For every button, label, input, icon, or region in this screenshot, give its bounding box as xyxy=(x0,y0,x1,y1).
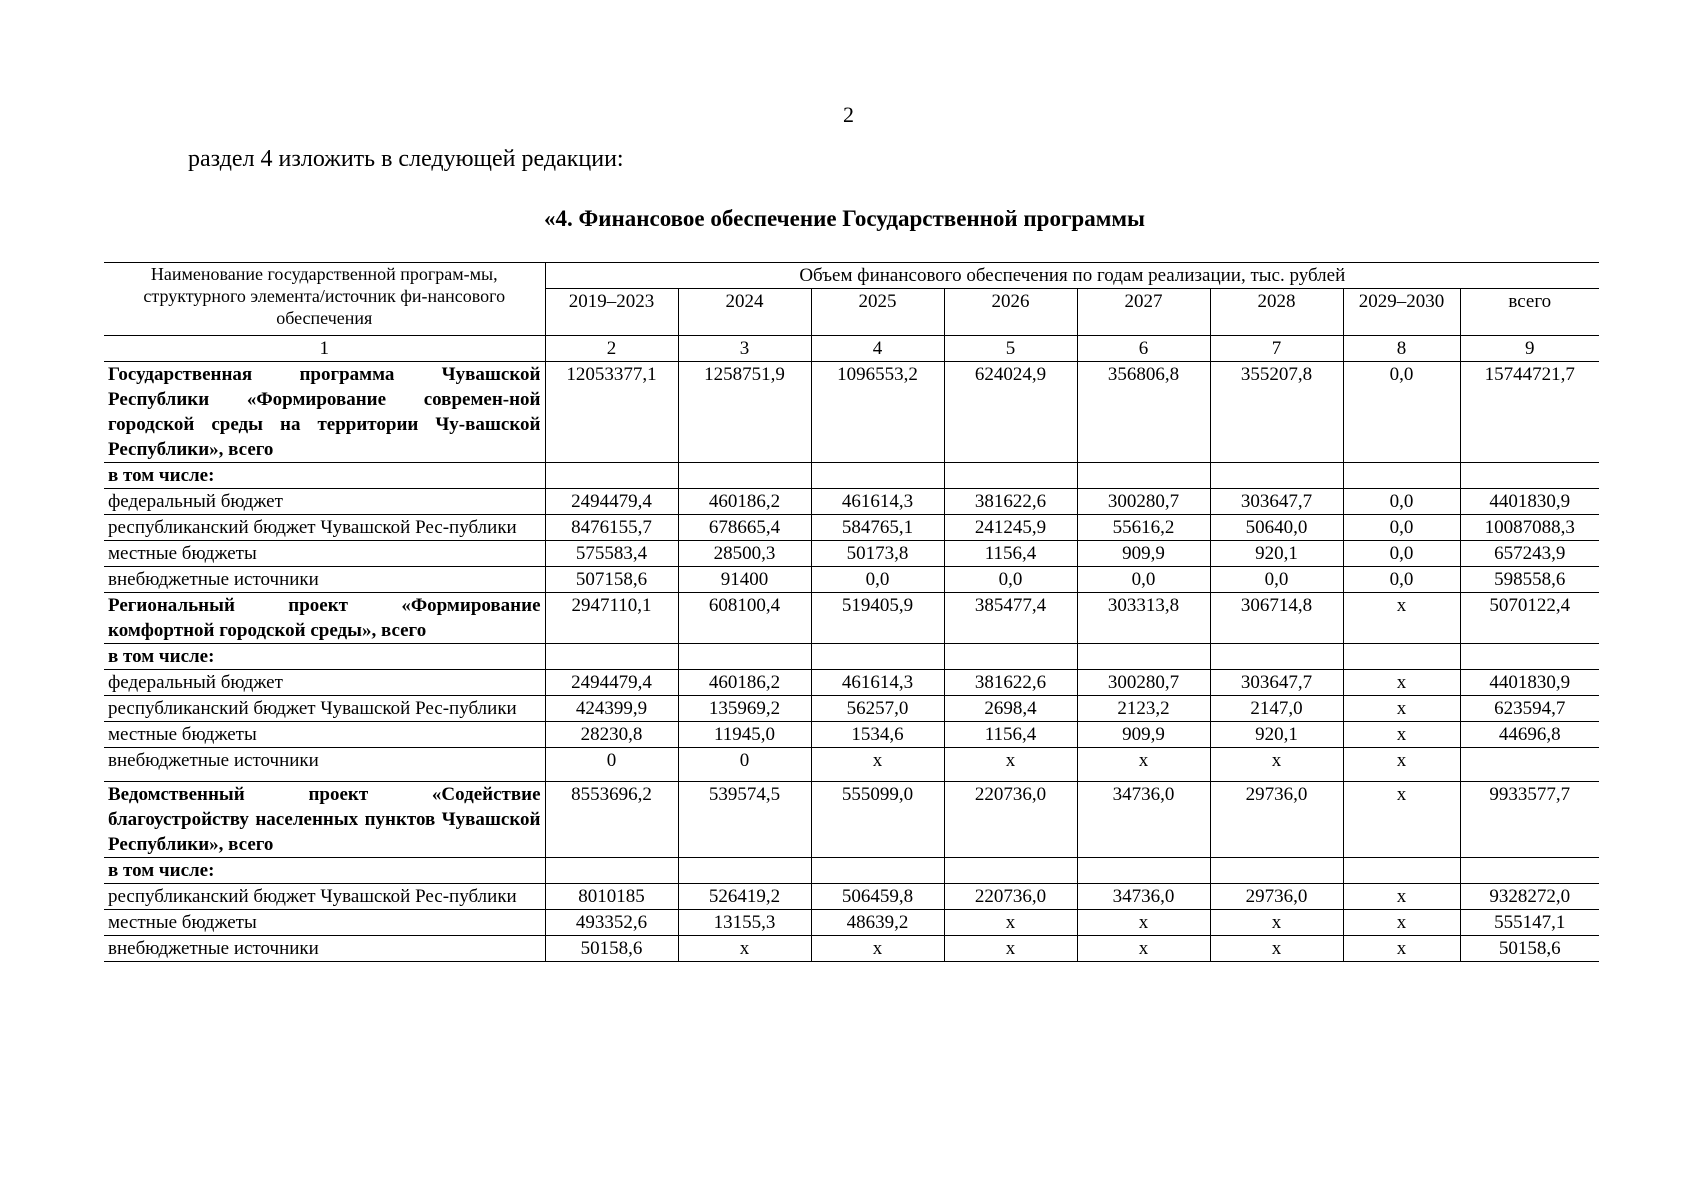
table-row xyxy=(104,670,1599,696)
row-value xyxy=(1077,858,1210,884)
row-value: 8010185 xyxy=(545,884,678,910)
row-value: 2947110,1 xyxy=(545,593,678,644)
row-value: х xyxy=(811,748,944,782)
row-name: в том числе: xyxy=(104,644,545,670)
row-value: 920,1 xyxy=(1210,722,1343,748)
row-value: 220736,0 xyxy=(944,782,1077,858)
row-value: 220736,0 xyxy=(944,884,1077,910)
row-value: 9328272,0 xyxy=(1460,884,1599,910)
table-row xyxy=(104,362,1599,463)
row-value xyxy=(811,463,944,489)
row-value: 381622,6 xyxy=(944,489,1077,515)
row-value: 461614,3 xyxy=(811,670,944,696)
row-value: 519405,9 xyxy=(811,593,944,644)
column-number: 4 xyxy=(811,336,944,362)
row-value: 0,0 xyxy=(811,567,944,593)
row-value: 0 xyxy=(545,748,678,782)
row-value xyxy=(1077,463,1210,489)
row-value: 539574,5 xyxy=(678,782,811,858)
table-row xyxy=(104,936,1599,962)
row-value: 920,1 xyxy=(1210,541,1343,567)
row-value: 2123,2 xyxy=(1077,696,1210,722)
row-value: х xyxy=(1343,722,1460,748)
table-row xyxy=(104,910,1599,936)
row-value: 11945,0 xyxy=(678,722,811,748)
row-value: 34736,0 xyxy=(1077,782,1210,858)
row-value: х xyxy=(1343,696,1460,722)
column-number: 2 xyxy=(545,336,678,362)
row-value: 0,0 xyxy=(1077,567,1210,593)
financing-table xyxy=(104,262,1599,962)
row-name: Государственная программа Чувашской Республики «Формирование современ-ной городской среды на территории Чу-вашской Республики», всего xyxy=(104,362,545,463)
table-row xyxy=(104,782,1599,858)
row-value: х xyxy=(944,936,1077,962)
row-value: 2494479,4 xyxy=(545,489,678,515)
row-value: 50640,0 xyxy=(1210,515,1343,541)
year-header: 2027 xyxy=(1077,289,1210,336)
row-value: 241245,9 xyxy=(944,515,1077,541)
row-value: 306714,8 xyxy=(1210,593,1343,644)
year-header: 2024 xyxy=(678,289,811,336)
table-row xyxy=(104,858,1599,884)
column-number: 8 xyxy=(1343,336,1460,362)
row-name: в том числе: xyxy=(104,463,545,489)
row-value: 0,0 xyxy=(1343,541,1460,567)
row-name: местные бюджеты xyxy=(104,541,545,567)
row-value: 1156,4 xyxy=(944,722,1077,748)
row-value: 493352,6 xyxy=(545,910,678,936)
row-name: федеральный бюджет xyxy=(104,670,545,696)
row-value: 55616,2 xyxy=(1077,515,1210,541)
column-number: 7 xyxy=(1210,336,1343,362)
intro-text: раздел 4 изложить в следующей редакции: xyxy=(188,146,624,172)
column-number: 3 xyxy=(678,336,811,362)
row-value: 555099,0 xyxy=(811,782,944,858)
table-row xyxy=(104,644,1599,670)
column-number: 6 xyxy=(1077,336,1210,362)
row-value: 44696,8 xyxy=(1460,722,1599,748)
row-value xyxy=(811,858,944,884)
row-value: 300280,7 xyxy=(1077,489,1210,515)
row-value xyxy=(678,858,811,884)
row-value: х xyxy=(1343,593,1460,644)
row-value: 50158,6 xyxy=(1460,936,1599,962)
row-value xyxy=(678,644,811,670)
row-value: 303313,8 xyxy=(1077,593,1210,644)
row-value: 461614,3 xyxy=(811,489,944,515)
column-number: 1 xyxy=(104,336,545,362)
row-value: 460186,2 xyxy=(678,670,811,696)
table-row xyxy=(104,489,1599,515)
row-value: 9933577,7 xyxy=(1460,782,1599,858)
page-number: 2 xyxy=(843,102,854,127)
row-value: 0,0 xyxy=(1343,362,1460,463)
row-value: 555147,1 xyxy=(1460,910,1599,936)
row-value: 4401830,9 xyxy=(1460,489,1599,515)
row-value xyxy=(1077,644,1210,670)
row-value: 2147,0 xyxy=(1210,696,1343,722)
row-value: 506459,8 xyxy=(811,884,944,910)
row-value: х xyxy=(944,748,1077,782)
row-value: 34736,0 xyxy=(1077,884,1210,910)
row-value: 381622,6 xyxy=(944,670,1077,696)
row-value: 608100,4 xyxy=(678,593,811,644)
row-value: 598558,6 xyxy=(1460,567,1599,593)
row-value: х xyxy=(1210,936,1343,962)
table-row xyxy=(104,593,1599,644)
row-value: х xyxy=(1210,748,1343,782)
row-value: 50158,6 xyxy=(545,936,678,962)
row-value: 1534,6 xyxy=(811,722,944,748)
row-name: республиканский бюджет Чувашской Рес-публики xyxy=(104,515,545,541)
row-value: 15744721,7 xyxy=(1460,362,1599,463)
row-value: 50173,8 xyxy=(811,541,944,567)
row-name: федеральный бюджет xyxy=(104,489,545,515)
table-row xyxy=(104,567,1599,593)
row-value: 0,0 xyxy=(1210,567,1343,593)
row-value: х xyxy=(1343,782,1460,858)
row-name: местные бюджеты xyxy=(104,722,545,748)
year-header: 2019–2023 xyxy=(545,289,678,336)
row-value: 13155,3 xyxy=(678,910,811,936)
row-value: х xyxy=(1343,884,1460,910)
row-value: 1096553,2 xyxy=(811,362,944,463)
row-value: 4401830,9 xyxy=(1460,670,1599,696)
row-value: 507158,6 xyxy=(545,567,678,593)
row-value: 678665,4 xyxy=(678,515,811,541)
row-value: х xyxy=(1343,748,1460,782)
table-row xyxy=(104,722,1599,748)
row-value: 300280,7 xyxy=(1077,670,1210,696)
row-value: 29736,0 xyxy=(1210,884,1343,910)
row-name: республиканский бюджет Чувашской Рес-публики xyxy=(104,696,545,722)
row-value xyxy=(678,463,811,489)
row-value: 12053377,1 xyxy=(545,362,678,463)
row-value xyxy=(944,858,1077,884)
row-value: 5070122,4 xyxy=(1460,593,1599,644)
column-number: 9 xyxy=(1460,336,1599,362)
row-value xyxy=(1210,463,1343,489)
row-value: 8553696,2 xyxy=(545,782,678,858)
row-value xyxy=(1210,858,1343,884)
row-value: 2698,4 xyxy=(944,696,1077,722)
table-row xyxy=(104,884,1599,910)
row-name: внебюджетные источники xyxy=(104,936,545,962)
row-name: Ведомственный проект «Содействие благоустройству населенных пунктов Чувашской Республики», всего xyxy=(104,782,545,858)
row-value: 29736,0 xyxy=(1210,782,1343,858)
name-column-header: Наименование государственной програм-мы, структурного элемента/источник фи-нансового обеспечения xyxy=(104,263,545,336)
row-value: 624024,9 xyxy=(944,362,1077,463)
table-row xyxy=(104,748,1599,782)
row-value xyxy=(1460,644,1599,670)
row-value: 424399,9 xyxy=(545,696,678,722)
row-value: 355207,8 xyxy=(1210,362,1343,463)
row-value: х xyxy=(1077,910,1210,936)
column-number: 5 xyxy=(944,336,1077,362)
row-value xyxy=(1460,748,1599,782)
row-value: 0,0 xyxy=(1343,515,1460,541)
row-value: х xyxy=(1343,670,1460,696)
row-value: 0,0 xyxy=(944,567,1077,593)
row-value: х xyxy=(1077,936,1210,962)
section-title: «4. Финансовое обеспечение Государственной программы xyxy=(544,206,1145,231)
table-row xyxy=(104,696,1599,722)
row-name: внебюджетные источники xyxy=(104,567,545,593)
year-header: всего xyxy=(1460,289,1599,336)
row-value: 2494479,4 xyxy=(545,670,678,696)
row-value xyxy=(545,858,678,884)
row-value: 460186,2 xyxy=(678,489,811,515)
row-value: 526419,2 xyxy=(678,884,811,910)
row-value: 10087088,3 xyxy=(1460,515,1599,541)
row-value xyxy=(1343,463,1460,489)
row-value: х xyxy=(811,936,944,962)
year-header: 2029–2030 xyxy=(1343,289,1460,336)
row-value: 48639,2 xyxy=(811,910,944,936)
row-value: 0,0 xyxy=(1343,489,1460,515)
row-value: 657243,9 xyxy=(1460,541,1599,567)
row-value: 909,9 xyxy=(1077,541,1210,567)
row-value: х xyxy=(1077,748,1210,782)
row-value: 385477,4 xyxy=(944,593,1077,644)
row-value xyxy=(545,463,678,489)
volume-header: Объем финансового обеспечения по годам реализации, тыс. рублей xyxy=(545,263,1599,289)
row-value xyxy=(1343,644,1460,670)
table-row xyxy=(104,463,1599,489)
row-value xyxy=(944,463,1077,489)
row-value: 356806,8 xyxy=(1077,362,1210,463)
row-value xyxy=(944,644,1077,670)
row-value: 303647,7 xyxy=(1210,489,1343,515)
row-value: х xyxy=(1210,910,1343,936)
row-value: 28500,3 xyxy=(678,541,811,567)
row-value: 0 xyxy=(678,748,811,782)
row-value xyxy=(545,644,678,670)
row-value: 135969,2 xyxy=(678,696,811,722)
row-value: х xyxy=(678,936,811,962)
row-value xyxy=(811,644,944,670)
row-value: 584765,1 xyxy=(811,515,944,541)
row-value xyxy=(1460,858,1599,884)
row-value: 575583,4 xyxy=(545,541,678,567)
row-value: 28230,8 xyxy=(545,722,678,748)
row-value: 909,9 xyxy=(1077,722,1210,748)
row-name: Региональный проект «Формирование комфортной городской среды», всего xyxy=(104,593,545,644)
table-row xyxy=(104,541,1599,567)
row-value: 8476155,7 xyxy=(545,515,678,541)
row-value: х xyxy=(944,910,1077,936)
row-value: х xyxy=(1343,910,1460,936)
row-name: республиканский бюджет Чувашской Рес-публики xyxy=(104,884,545,910)
row-value: 56257,0 xyxy=(811,696,944,722)
year-header: 2026 xyxy=(944,289,1077,336)
row-value: 303647,7 xyxy=(1210,670,1343,696)
row-name: местные бюджеты xyxy=(104,910,545,936)
row-value xyxy=(1460,463,1599,489)
row-value xyxy=(1343,858,1460,884)
row-value: 91400 xyxy=(678,567,811,593)
row-name: в том числе: xyxy=(104,858,545,884)
row-value: х xyxy=(1343,936,1460,962)
row-value xyxy=(1210,644,1343,670)
row-value: 0,0 xyxy=(1343,567,1460,593)
table-row xyxy=(104,515,1599,541)
row-value: 623594,7 xyxy=(1460,696,1599,722)
row-name: внебюджетные источники xyxy=(104,748,545,782)
row-value: 1156,4 xyxy=(944,541,1077,567)
row-value: 1258751,9 xyxy=(678,362,811,463)
year-header: 2028 xyxy=(1210,289,1343,336)
year-header: 2025 xyxy=(811,289,944,336)
